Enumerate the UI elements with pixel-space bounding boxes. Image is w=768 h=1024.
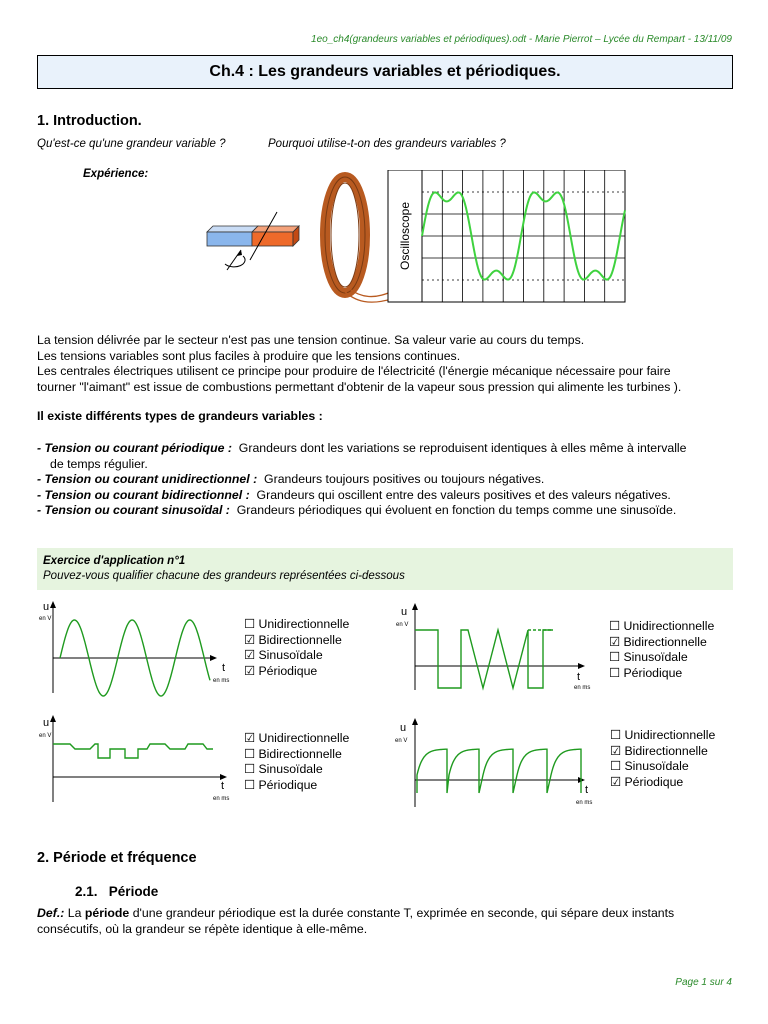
graph-2-option-sinusoidale[interactable]: ☐ Sinusoïdale <box>609 650 688 664</box>
graph-2-option-unidirectionnelle[interactable]: ☐ Unidirectionnelle <box>609 619 715 633</box>
graph-2 <box>393 600 603 695</box>
graph-3-curve <box>53 744 213 758</box>
exercise-title: Exercice d'application n°1 <box>43 555 186 567</box>
graph-3-u-label: u <box>43 717 50 729</box>
graph-1-u-label: u <box>43 601 50 613</box>
graph-2-t-label: t <box>577 671 581 683</box>
intro-p3: Les centrales électriques utilisent ce principe pour produire de l'électricité (l'énergie mécanique nécessaire pour faire <box>37 364 671 378</box>
page-title: Ch.4 : Les grandeurs variables et périodiques. <box>37 55 733 89</box>
graph-4 <box>393 715 603 810</box>
graph-2-option-periodique[interactable]: ☐ Périodique <box>609 665 683 680</box>
graph-2-options <box>609 619 714 681</box>
graph-4-t-label: t <box>585 784 589 796</box>
intro-p1: La tension délivrée par le secteur n'est pas une tension continue. Sa valeur varie au cours du temps. <box>37 333 585 347</box>
section-2-heading: 2. Période et fréquence <box>37 850 197 866</box>
graph-1-option-periodique[interactable]: ☑ Périodique <box>244 663 318 678</box>
graph-1-option-sinusoidale[interactable]: ☑ Sinusoïdale <box>244 648 323 662</box>
page-footer: Page 1 sur 4 <box>675 977 732 988</box>
intro-p2: Les tensions variables sont plus faciles à produire que les tensions continues. <box>37 348 461 363</box>
graph-3-options <box>244 731 349 793</box>
section-introduction-heading: 1. Introduction. <box>37 113 142 129</box>
graph-4-option-unidirectionnelle[interactable]: ☐ Unidirectionnelle <box>610 728 716 742</box>
graph-3-option-bidirectionnelle[interactable]: ☐ Bidirectionnelle <box>244 746 342 761</box>
graph-1-u-unit: en V <box>39 616 52 622</box>
types-list <box>37 441 737 519</box>
rotation-icon <box>225 250 245 270</box>
intro-paragraphs <box>37 333 737 395</box>
oscilloscope-label: Oscilloscope <box>398 201 412 271</box>
graph-4-options <box>610 728 715 790</box>
exercise-subtitle: Pouvez-vous qualifier chacune des grandeurs représentées ci-dessous <box>43 570 405 582</box>
subsection-2-1-heading: 2.1. Période <box>75 884 159 899</box>
intro-p4: tourner "l'aimant" est issue de combustions permettant d'obtenir de la vapeur sous pression qui alimente les turbines ). <box>37 379 682 394</box>
experience-label: Expérience: <box>83 168 149 180</box>
graph-4-curve <box>417 749 581 793</box>
graph-4-u-label: u <box>400 722 407 734</box>
exercise-box <box>37 548 733 590</box>
graph-4-option-periodique[interactable]: ☑ Périodique <box>610 774 684 789</box>
graph-1-option-unidirectionnelle[interactable]: ☐ Unidirectionnelle <box>244 617 350 631</box>
question-1: Qu'est-ce qu'une grandeur variable ? <box>37 138 226 150</box>
type-bidirectional: - Tension ou courant bidirectionnel : Grandeurs qui oscillent entre des valeurs positives et des valeurs négatives. <box>37 487 671 502</box>
graph-2-t-unit: en ms <box>574 685 591 691</box>
graph-1 <box>35 598 235 698</box>
coil-icon <box>325 177 365 293</box>
graph-3-option-unidirectionnelle[interactable]: ☑ Unidirectionnelle <box>244 731 350 745</box>
graph-4-u-unit: en V <box>395 738 408 744</box>
graph-3 <box>35 712 245 807</box>
graph-1-t-unit: en ms <box>213 678 230 684</box>
question-2: Pourquoi utilise-t-on des grandeurs variables ? <box>268 138 506 150</box>
graph-2-u-unit: en V <box>396 622 409 628</box>
graph-4-option-bidirectionnelle[interactable]: ☑ Bidirectionnelle <box>610 743 708 758</box>
period-definition: Def.: La période d'une grandeur périodique est la durée constante T, exprimée en seconde, qui sépare deux instants consécutifs, où la grandeur se répète identique à elle-même. <box>37 906 675 936</box>
magnet-icon <box>207 212 299 260</box>
graph-4-t-unit: en ms <box>576 800 593 806</box>
graph-1-options <box>244 617 349 679</box>
graph-4-option-sinusoidale[interactable]: ☐ Sinusoïdale <box>610 759 689 773</box>
graph-2-curve <box>415 630 553 688</box>
type-periodic-cont: de temps régulier. <box>50 456 148 471</box>
type-periodic: - Tension ou courant périodique : Grandeurs dont les variations se reproduisent identiques à elles même à intervalle <box>37 441 687 455</box>
types-heading: Il existe différents types de grandeurs variables : <box>37 409 323 423</box>
graph-3-u-unit: en V <box>39 733 52 739</box>
page-header: 1eo_ch4(grandeurs variables et périodiques).odt - Marie Pierrot – Lycée du Rempart - 13/11/09 <box>311 34 732 45</box>
type-unidirectional: - Tension ou courant unidirectionnel : Grandeurs toujours positives ou toujours négatives. <box>37 472 545 486</box>
graph-1-option-bidirectionnelle[interactable]: ☑ Bidirectionnelle <box>244 632 342 647</box>
graph-3-option-sinusoidale[interactable]: ☐ Sinusoïdale <box>244 762 323 776</box>
graph-1-t-label: t <box>222 662 226 674</box>
type-sinusoidal: - Tension ou courant sinusoïdal : Grandeurs périodiques qui évoluent en fonction du temps comme une sinusoïde. <box>37 503 677 517</box>
graph-2-option-bidirectionnelle[interactable]: ☑ Bidirectionnelle <box>609 634 707 649</box>
graph-2-u-label: u <box>401 606 408 618</box>
graph-3-t-unit: en ms <box>213 796 230 802</box>
graph-3-option-periodique[interactable]: ☐ Périodique <box>244 777 318 792</box>
graph-3-t-label: t <box>221 780 225 792</box>
experiment-illustration <box>195 170 635 320</box>
